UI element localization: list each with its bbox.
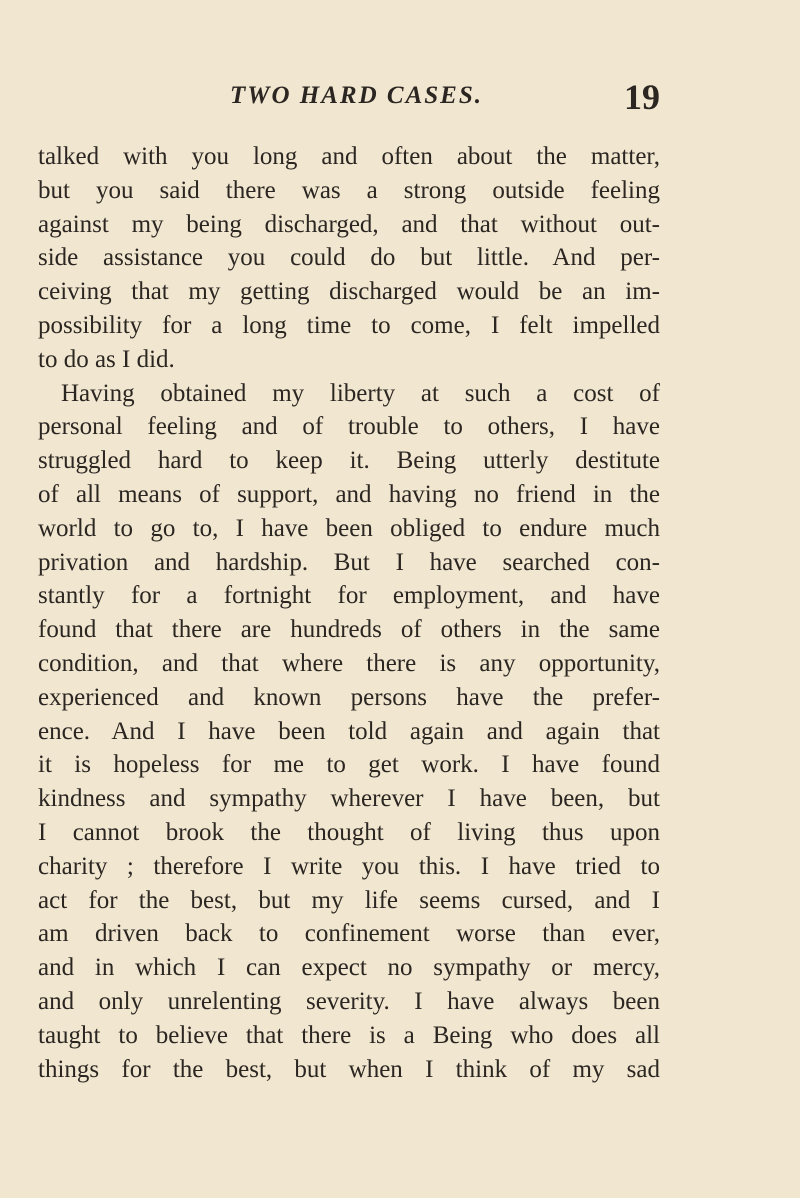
paragraph-first-line: Having obtained my liberty at such a cost of xyxy=(61,379,660,407)
text-line: experienced and known persons have the prefer- xyxy=(38,683,660,711)
text-line: condition, and that where there is any opportunity, xyxy=(38,649,660,677)
text-line: stantly for a fortnight for employment, and have xyxy=(38,582,660,610)
text-line: possibility for a long time to come, I felt impelled xyxy=(38,311,660,339)
text-line: and only unrelenting severity. I have always been xyxy=(38,987,660,1015)
text-line: things for the best, but when I think of my sad xyxy=(38,1055,660,1083)
text-line: ence. And I have been told again and again that xyxy=(38,717,660,745)
text-line: to do as I did. xyxy=(38,345,175,373)
text-line: world to go to, I have been obliged to endure much xyxy=(38,514,660,542)
text-line: taught to believe that there is a Being who does all xyxy=(38,1021,660,1049)
text-line: and in which I can expect no sympathy or mercy, xyxy=(38,954,660,982)
text-line: charity ; therefore I write you this. I have tried to xyxy=(38,852,660,880)
body-text xyxy=(38,140,660,1086)
text-line: act for the best, but my life seems cursed, and I xyxy=(38,886,660,914)
text-line: privation and hardship. But I have searched con- xyxy=(38,548,660,576)
text-line: against my being discharged, and that without out- xyxy=(38,210,660,238)
text-line: found that there are hundreds of others in the same xyxy=(38,616,660,644)
running-header xyxy=(38,78,660,126)
text-line: talked with you long and often about the matter, xyxy=(38,143,660,170)
running-title: TWO HARD CASES. xyxy=(230,82,483,109)
text-line: side assistance you could do but little. And per- xyxy=(38,244,660,272)
text-line: of all means of support, and having no friend in the xyxy=(38,480,660,508)
text-line: kindness and sympathy wherever I have been, but xyxy=(38,785,660,813)
text-line: am driven back to confinement worse than ever, xyxy=(38,920,660,948)
page-number: 19 xyxy=(624,77,660,117)
text-line: but you said there was a strong outside feeling xyxy=(38,176,660,204)
text-line: ceiving that my getting discharged would be an im- xyxy=(38,278,660,306)
text-line: I cannot brook the thought of living thus upon xyxy=(38,818,660,846)
text-line: personal feeling and of trouble to others, I have xyxy=(38,413,660,441)
text-line: it is hopeless for me to get work. I have found xyxy=(38,751,660,779)
text-line: struggled hard to keep it. Being utterly destitute xyxy=(38,447,660,475)
